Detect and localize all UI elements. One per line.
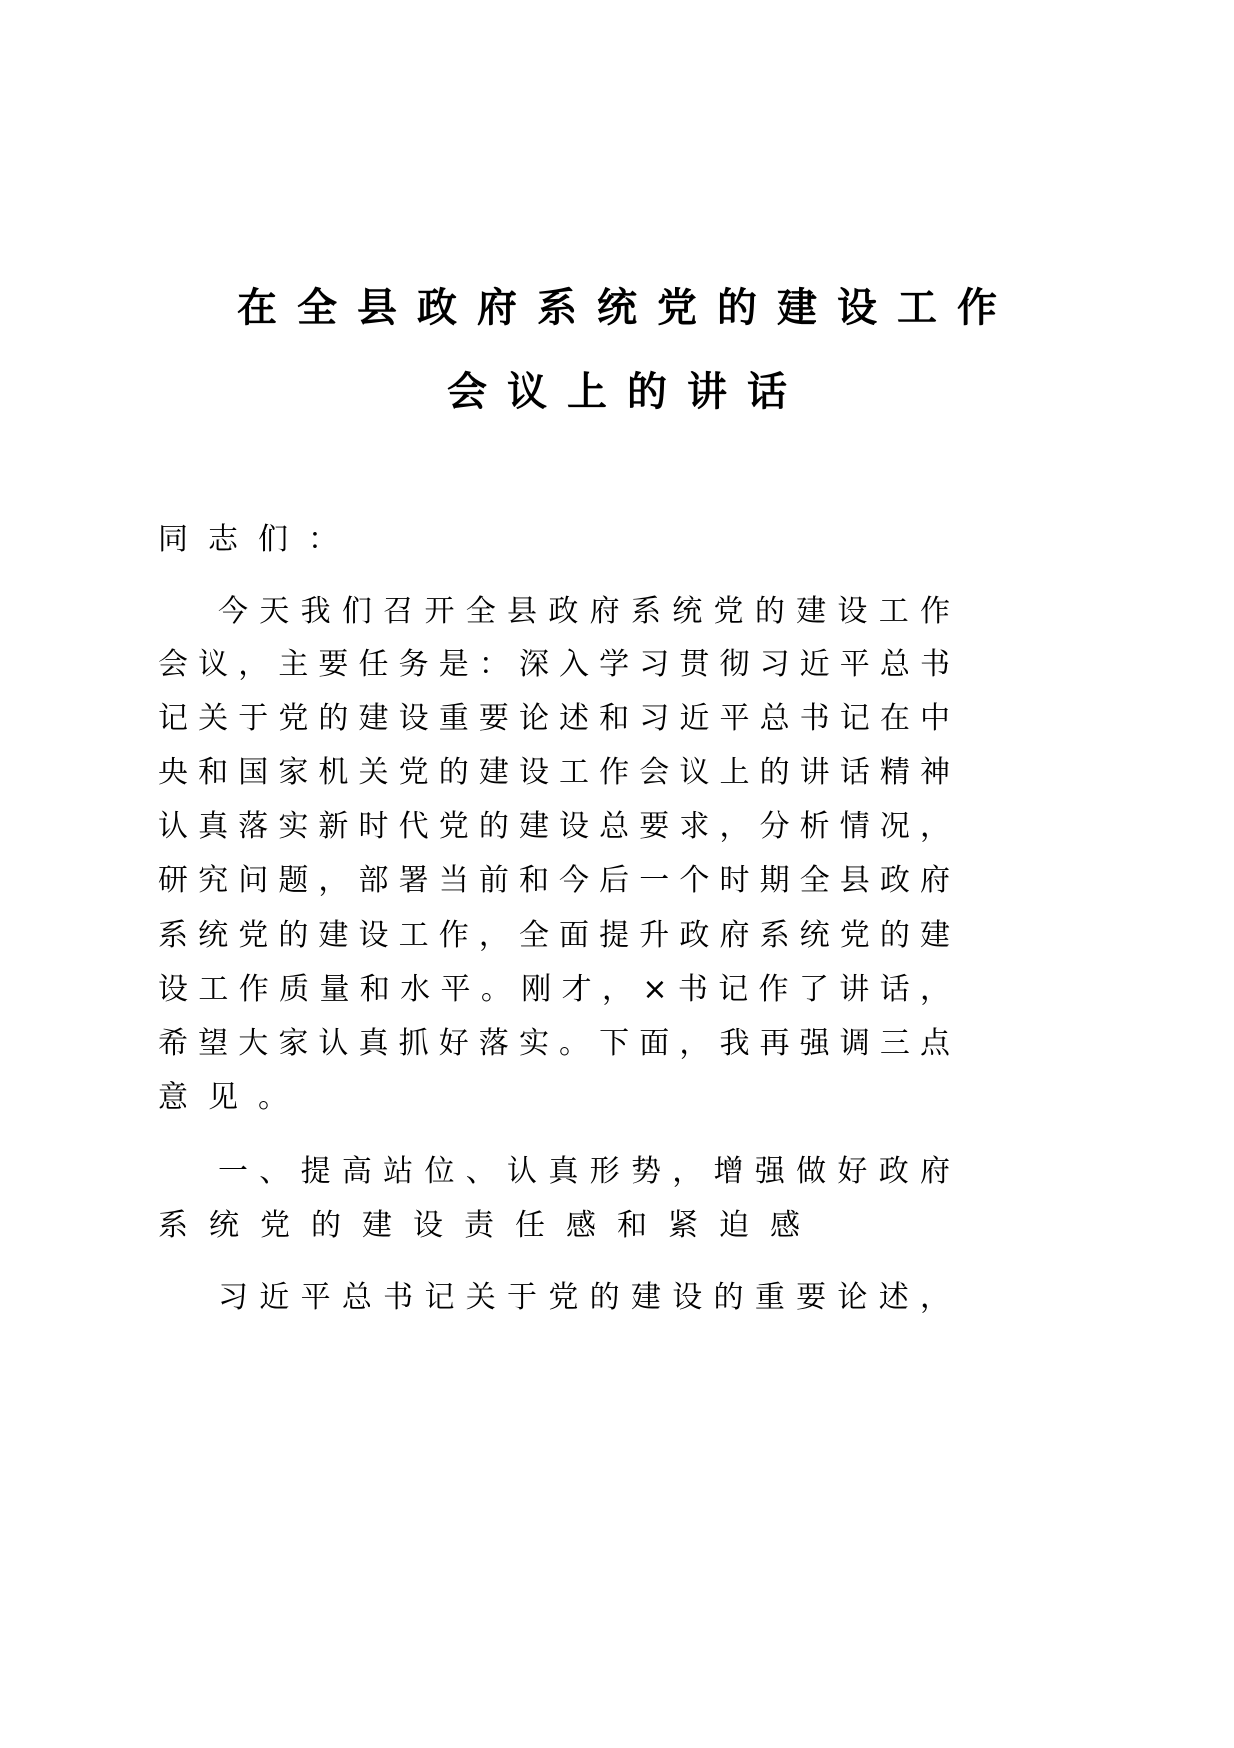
paragraph-line: 希望大家认真抓好落实。下面，我再强调三点 [158,1026,950,1061]
paragraph-line: 认真落实新时代党的建设总要求，分析情况， [158,809,950,844]
paragraph-line: 系统党的建设工作，全面提升政府系统党的建 [158,918,950,953]
paragraph-line: 记关于党的建设重要论述和习近平总书记在中 [158,701,950,736]
paragraph-line: 会议，主要任务是：深入学习贯彻习近平总书 [158,647,950,682]
document-title-line-1: 在全县政府系统党的建设工作 [237,285,1017,331]
paragraph-line: 研究问题，部署当前和今后一个时期全县政府 [158,863,950,898]
paragraph-line: 意见。 [158,1080,308,1115]
salutation: 同志们： [158,522,358,557]
paragraph-line: 习近平总书记关于党的建设的重要论述， [218,1280,950,1315]
section-heading-line: 一、提高站位、认真形势，增强做好政府 [218,1154,950,1189]
paragraph-line: 今天我们召开全县政府系统党的建设工作 [218,594,950,629]
paragraph-line: 设工作质量和水平。刚才，×书记作了讲话， [158,972,950,1007]
section-heading-line: 系统党的建设责任感和紧迫感 [158,1208,821,1243]
document-title-line-2: 会议上的讲话 [447,369,807,415]
paragraph-line: 央和国家机关党的建设工作会议上的讲话精神 [158,755,950,790]
